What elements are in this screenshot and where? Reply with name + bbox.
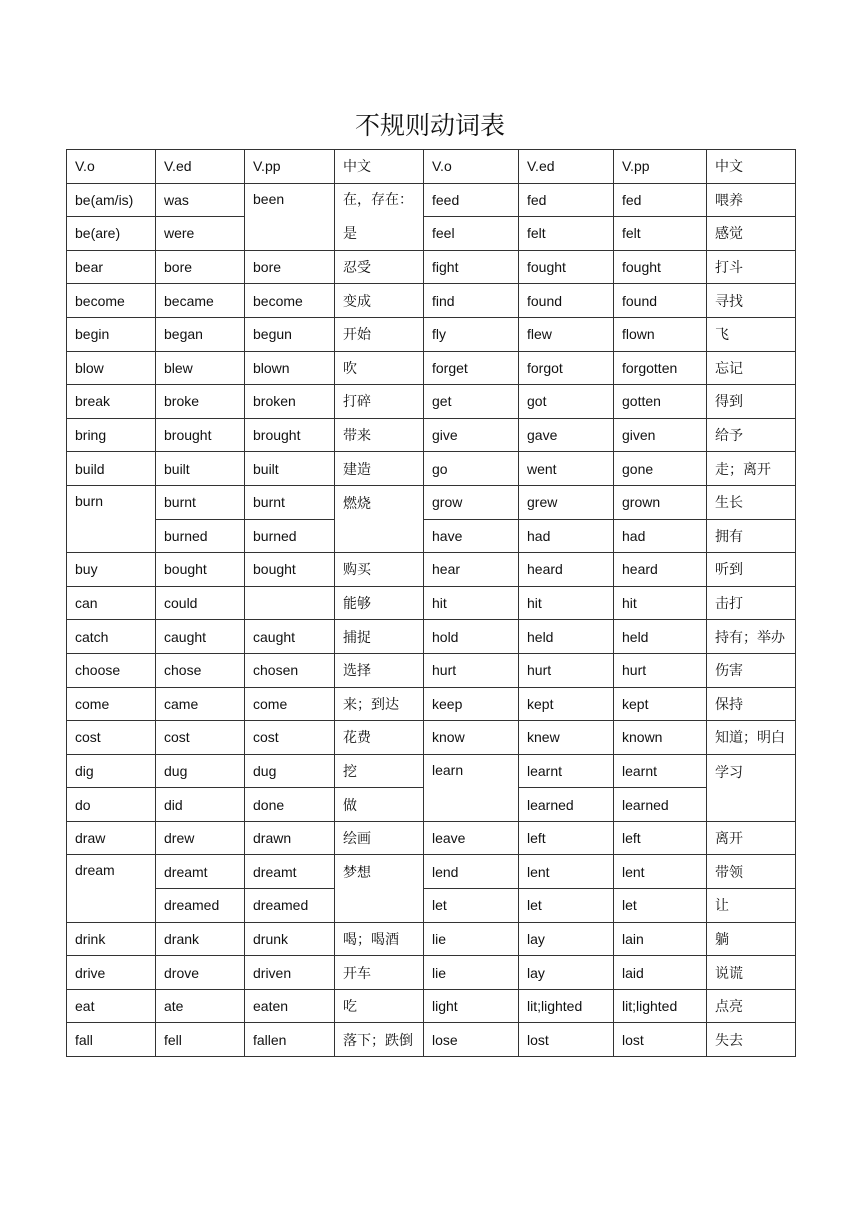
table-cell: fed [519, 183, 614, 217]
table-row [67, 485, 796, 519]
table-row [67, 519, 796, 553]
table-cell: begun [245, 317, 335, 351]
table-cell: fought [614, 250, 707, 284]
table-cell: lit;lighted [614, 989, 707, 1023]
table-cell: 吃 [335, 989, 424, 1023]
table-cell: 躺 [707, 922, 796, 956]
cell-line: 是 [343, 225, 357, 242]
table-cell: blow [67, 351, 156, 385]
table-cell: held [614, 620, 707, 654]
table-row [67, 889, 796, 923]
table-row [67, 452, 796, 486]
table-cell: built [156, 452, 245, 486]
table-cell: found [614, 284, 707, 318]
table-cell: fed [614, 183, 707, 217]
table-cell: 寻找 [707, 284, 796, 318]
table-cell: 知道；明白 [707, 721, 796, 755]
table-cell: become [67, 284, 156, 318]
table-cell: drawn [245, 821, 335, 855]
table-row [67, 317, 796, 351]
table-cell: was [156, 183, 245, 217]
table-cell: cost [245, 721, 335, 755]
table-cell: bore [245, 250, 335, 284]
table-row [67, 821, 796, 855]
table-cell: drove [156, 956, 245, 990]
table-cell: feel [424, 217, 519, 251]
table-cell: hear [424, 553, 519, 587]
table-cell: 来；到达 [335, 687, 424, 721]
table-cell [335, 183, 424, 250]
table-cell: got [519, 385, 614, 419]
table-cell: did [156, 788, 245, 822]
table-cell: 失去 [707, 1023, 796, 1057]
table-cell: 燃烧 [335, 485, 424, 552]
table-cell: learned [614, 788, 707, 822]
table-row [67, 922, 796, 956]
table-cell: learned [519, 788, 614, 822]
table-cell: bought [156, 553, 245, 587]
table-cell: go [424, 452, 519, 486]
table-cell: learn [424, 754, 519, 821]
table-cell: done [245, 788, 335, 822]
table-cell: learnt [519, 754, 614, 788]
table-cell: 走；离开 [707, 452, 796, 486]
table-cell: find [424, 284, 519, 318]
table-cell: come [67, 687, 156, 721]
table-cell: 得到 [707, 385, 796, 419]
table-cell: built [245, 452, 335, 486]
table-cell: drunk [245, 922, 335, 956]
table-cell: felt [614, 217, 707, 251]
table-cell: caught [156, 620, 245, 654]
table-cell: 喂养 [707, 183, 796, 217]
table-cell: 感觉 [707, 217, 796, 251]
table-row [67, 687, 796, 721]
table-cell: let [424, 889, 519, 923]
table-cell: dig [67, 754, 156, 788]
table-cell: 变成 [335, 284, 424, 318]
table-cell: could [156, 586, 245, 620]
table-cell: dug [245, 754, 335, 788]
table-cell: burnt [156, 485, 245, 519]
table-cell: be(am/is) [67, 183, 156, 217]
table-cell: 建造 [335, 452, 424, 486]
table-row [67, 250, 796, 284]
table-cell: dreamt [156, 855, 245, 889]
table-row [67, 754, 796, 788]
table-cell: driven [245, 956, 335, 990]
table-cell: knew [519, 721, 614, 755]
table-cell: choose [67, 653, 156, 687]
table-cell: can [67, 586, 156, 620]
table-cell: catch [67, 620, 156, 654]
table-cell: burned [156, 519, 245, 553]
table-cell: fallen [245, 1023, 335, 1057]
table-cell: 说谎 [707, 956, 796, 990]
table-cell: flown [614, 317, 707, 351]
table-cell: chose [156, 653, 245, 687]
table-cell: flew [519, 317, 614, 351]
table-cell: 挖 [335, 754, 424, 788]
table-cell: 能够 [335, 586, 424, 620]
table-cell: broke [156, 385, 245, 419]
table-cell: dreamed [245, 889, 335, 923]
table-cell: lend [424, 855, 519, 889]
table-cell: caught [245, 620, 335, 654]
table-row [67, 351, 796, 385]
table-cell: burn [67, 485, 156, 552]
table-cell: drank [156, 922, 245, 956]
table-cell: 伤害 [707, 653, 796, 687]
table-cell: do [67, 788, 156, 822]
table-cell: lain [614, 922, 707, 956]
column-header: V.pp [245, 150, 335, 184]
table-cell: 拥有 [707, 519, 796, 553]
table-cell: left [519, 821, 614, 855]
table-cell: 带来 [335, 418, 424, 452]
table-cell: eaten [245, 989, 335, 1023]
table-cell: have [424, 519, 519, 553]
table-cell: came [156, 687, 245, 721]
table-cell: drive [67, 956, 156, 990]
table-cell: 打碎 [335, 385, 424, 419]
table-cell: forgotten [614, 351, 707, 385]
table-cell: blown [245, 351, 335, 385]
table-cell: 忘记 [707, 351, 796, 385]
table-cell: hit [519, 586, 614, 620]
table-row [67, 385, 796, 419]
column-header: V.o [67, 150, 156, 184]
table-cell: 离开 [707, 821, 796, 855]
table-cell: drink [67, 922, 156, 956]
table-cell: given [614, 418, 707, 452]
table-cell: break [67, 385, 156, 419]
table-cell: kept [614, 687, 707, 721]
table-cell: let [614, 889, 707, 923]
column-header: 中文 [335, 150, 424, 184]
table-cell: began [156, 317, 245, 351]
table-cell: hurt [519, 653, 614, 687]
table-cell: fought [519, 250, 614, 284]
table-cell: dreamt [245, 855, 335, 889]
table-cell: felt [519, 217, 614, 251]
table-cell: burnt [245, 485, 335, 519]
table-cell: bring [67, 418, 156, 452]
table-cell: heard [519, 553, 614, 587]
table-cell: gotten [614, 385, 707, 419]
table-cell: forget [424, 351, 519, 385]
table-cell: 落下；跌倒 [335, 1023, 424, 1057]
table-cell: been [245, 183, 335, 250]
table-cell: feed [424, 183, 519, 217]
table-row [67, 418, 796, 452]
table-cell: gone [614, 452, 707, 486]
table-cell: lit;lighted [519, 989, 614, 1023]
table-row [67, 217, 796, 251]
table-cell: 生长 [707, 485, 796, 519]
table-cell: found [519, 284, 614, 318]
table-cell: lent [519, 855, 614, 889]
table-cell: 梦想 [335, 855, 424, 922]
table-cell: 飞 [707, 317, 796, 351]
table-cell: dreamed [156, 889, 245, 923]
table-cell: hit [424, 586, 519, 620]
irregular-verbs-table [66, 149, 796, 1057]
table-cell: left [614, 821, 707, 855]
table-cell: give [424, 418, 519, 452]
table-row [67, 586, 796, 620]
cell-line: 在，存在： [343, 191, 413, 208]
table-cell: bear [67, 250, 156, 284]
table-cell: dream [67, 855, 156, 922]
table-cell: drew [156, 821, 245, 855]
table-cell: 开车 [335, 956, 424, 990]
table-cell: grew [519, 485, 614, 519]
table-cell: 开始 [335, 317, 424, 351]
table-cell: 让 [707, 889, 796, 923]
table-cell [245, 586, 335, 620]
table-cell: lost [519, 1023, 614, 1057]
table-cell: draw [67, 821, 156, 855]
table-cell: went [519, 452, 614, 486]
table-header-row [67, 150, 796, 184]
table-cell: brought [245, 418, 335, 452]
table-cell: 击打 [707, 586, 796, 620]
table-cell: lose [424, 1023, 519, 1057]
table-cell: 吹 [335, 351, 424, 385]
table-cell: were [156, 217, 245, 251]
table-row [67, 284, 796, 318]
table-cell: 点亮 [707, 989, 796, 1023]
table-cell: 保持 [707, 687, 796, 721]
table-cell: ate [156, 989, 245, 1023]
table-cell: forgot [519, 351, 614, 385]
table-cell: lost [614, 1023, 707, 1057]
table-row [67, 721, 796, 755]
table-cell: get [424, 385, 519, 419]
table-cell: keep [424, 687, 519, 721]
table-cell: held [519, 620, 614, 654]
table-cell: lay [519, 956, 614, 990]
table-cell: 购买 [335, 553, 424, 587]
table-cell: let [519, 889, 614, 923]
table-cell: grown [614, 485, 707, 519]
table-row [67, 989, 796, 1023]
table-cell: lay [519, 922, 614, 956]
table-cell: had [614, 519, 707, 553]
table-cell: begin [67, 317, 156, 351]
table-cell: 忍受 [335, 250, 424, 284]
table-cell: chosen [245, 653, 335, 687]
table-row [67, 183, 796, 217]
table-cell: 绘画 [335, 821, 424, 855]
column-header: V.pp [614, 150, 707, 184]
table-cell: laid [614, 956, 707, 990]
table-row [67, 653, 796, 687]
table-cell: 给予 [707, 418, 796, 452]
table-cell: fight [424, 250, 519, 284]
table-cell: kept [519, 687, 614, 721]
table-row [67, 553, 796, 587]
table-cell: fell [156, 1023, 245, 1057]
table-cell: broken [245, 385, 335, 419]
table-cell: become [245, 284, 335, 318]
table-cell: hold [424, 620, 519, 654]
table-cell: light [424, 989, 519, 1023]
table-cell: build [67, 452, 156, 486]
table-cell: lie [424, 956, 519, 990]
table-cell: blew [156, 351, 245, 385]
table-cell: gave [519, 418, 614, 452]
table-cell: heard [614, 553, 707, 587]
page-title: 不规则动词表 [354, 111, 505, 140]
table-cell: be(are) [67, 217, 156, 251]
table-cell: became [156, 284, 245, 318]
table-cell: 喝；喝酒 [335, 922, 424, 956]
table-cell: 捕捉 [335, 620, 424, 654]
table-cell: come [245, 687, 335, 721]
table-cell: lie [424, 922, 519, 956]
table-row [67, 855, 796, 889]
table-cell: 做 [335, 788, 424, 822]
table-cell: know [424, 721, 519, 755]
table-cell: learnt [614, 754, 707, 788]
table-cell: hit [614, 586, 707, 620]
table-cell: had [519, 519, 614, 553]
table-cell: 选择 [335, 653, 424, 687]
table-cell: eat [67, 989, 156, 1023]
table-cell: bore [156, 250, 245, 284]
table-cell: fall [67, 1023, 156, 1057]
table-cell: 带领 [707, 855, 796, 889]
table-cell: 学习 [707, 754, 796, 821]
table-cell: 持有；举办 [707, 620, 796, 654]
column-header: 中文 [707, 150, 796, 184]
table-cell: fly [424, 317, 519, 351]
table-cell: cost [67, 721, 156, 755]
table-cell: hurt [424, 653, 519, 687]
table-cell: brought [156, 418, 245, 452]
table-row [67, 620, 796, 654]
table-cell: grow [424, 485, 519, 519]
table-cell: known [614, 721, 707, 755]
table-row [67, 956, 796, 990]
column-header: V.ed [156, 150, 245, 184]
table-cell: 听到 [707, 553, 796, 587]
table-row [67, 1023, 796, 1057]
table-cell: bought [245, 553, 335, 587]
column-header: V.ed [519, 150, 614, 184]
column-header: V.o [424, 150, 519, 184]
table-cell: cost [156, 721, 245, 755]
table-cell: 花费 [335, 721, 424, 755]
table-cell: hurt [614, 653, 707, 687]
table-cell: burned [245, 519, 335, 553]
table-cell: leave [424, 821, 519, 855]
table-cell: 打斗 [707, 250, 796, 284]
table-cell: buy [67, 553, 156, 587]
table-cell: lent [614, 855, 707, 889]
table-cell: dug [156, 754, 245, 788]
